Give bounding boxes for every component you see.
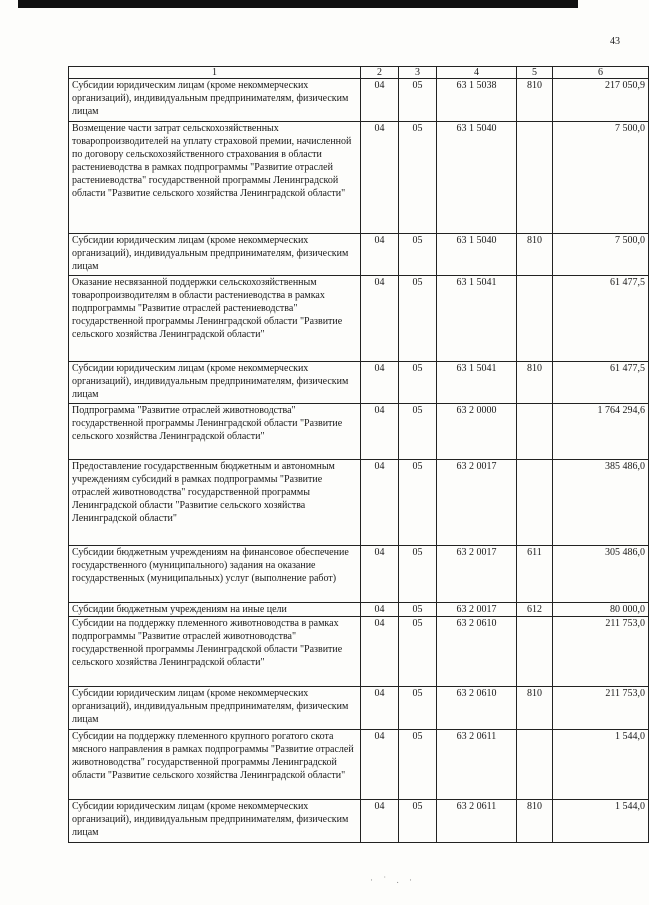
table-row [69, 687, 649, 730]
table-header-row [69, 67, 649, 79]
row-amount: 211 753,0 [553, 687, 649, 730]
row-subsection: 05 [399, 730, 437, 800]
row-amount: 1 544,0 [553, 800, 649, 843]
row-target-code: 63 2 0017 [437, 546, 517, 603]
row-amount: 61 477,5 [553, 276, 649, 362]
row-section: 04 [361, 404, 399, 460]
table-row [69, 404, 649, 460]
row-expense-type [517, 617, 553, 687]
row-subsection: 05 [399, 79, 437, 122]
row-expense-type: 810 [517, 79, 553, 122]
row-expense-type [517, 276, 553, 362]
row-name: Субсидии бюджетным учреждениям на иные цели [69, 603, 361, 617]
row-name: Подпрограмма "Развитие отраслей животноводства" государственной программы Ленинградской области "Развитие сельского хозяйства Ленинградской области" [69, 404, 361, 460]
row-name: Предоставление государственным бюджетным и автономным учреждениям субсидий в рамках подпрограммы "Развитие отраслей животноводства" государственной программы Ленинградской области "Развитие сельского хозяйства Ленинградской области" [69, 460, 361, 546]
table-row [69, 79, 649, 122]
row-subsection: 05 [399, 603, 437, 617]
row-section: 04 [361, 617, 399, 687]
row-subsection: 05 [399, 234, 437, 276]
table-row [69, 617, 649, 687]
top-border-bar [18, 0, 578, 8]
row-section: 04 [361, 79, 399, 122]
row-section: 04 [361, 603, 399, 617]
row-subsection: 05 [399, 617, 437, 687]
table-row [69, 546, 649, 603]
row-name: Субсидии юридическим лицам (кроме некоммерческих организаций), индивидуальным предпринимателям, физическим лицам [69, 800, 361, 843]
row-subsection: 05 [399, 404, 437, 460]
row-section: 04 [361, 546, 399, 603]
row-target-code: 63 2 0000 [437, 404, 517, 460]
row-subsection: 05 [399, 687, 437, 730]
row-expense-type [517, 404, 553, 460]
row-amount: 80 000,0 [553, 603, 649, 617]
row-subsection: 05 [399, 122, 437, 234]
row-amount: 1 764 294,6 [553, 404, 649, 460]
row-subsection: 05 [399, 276, 437, 362]
header-col-5: 5 [517, 67, 553, 79]
row-amount: 305 486,0 [553, 546, 649, 603]
table-row [69, 460, 649, 546]
row-expense-type [517, 730, 553, 800]
row-target-code: 63 1 5040 [437, 234, 517, 276]
row-amount: 217 050,9 [553, 79, 649, 122]
row-target-code: 63 2 0611 [437, 800, 517, 843]
row-target-code: 63 1 5041 [437, 362, 517, 404]
row-name: Субсидии на поддержку племенного животноводства в рамках подпрограммы "Развитие отраслей животноводства" государственной программы Ленинградской области "Развитие сельского хозяйства Ленинградской области" [69, 617, 361, 687]
row-target-code: 63 1 5040 [437, 122, 517, 234]
budget-table [68, 66, 649, 843]
row-subsection: 05 [399, 362, 437, 404]
row-section: 04 [361, 800, 399, 843]
row-name: Субсидии юридическим лицам (кроме некоммерческих организаций), индивидуальным предпринимателям, физическим лицам [69, 234, 361, 276]
row-section: 04 [361, 234, 399, 276]
row-expense-type: 611 [517, 546, 553, 603]
row-name: Субсидии бюджетным учреждениям на финансовое обеспечение государственного (муниципального) задания на оказание государственных (муниципальных) услуг (выполнение работ) [69, 546, 361, 603]
row-target-code: 63 2 0610 [437, 617, 517, 687]
header-col-2: 2 [361, 67, 399, 79]
row-name: Субсидии юридическим лицам (кроме некоммерческих организаций), индивидуальным предпринимателям, физическим лицам [69, 687, 361, 730]
row-expense-type: 810 [517, 362, 553, 404]
row-amount: 61 477,5 [553, 362, 649, 404]
row-target-code: 63 2 0017 [437, 603, 517, 617]
row-section: 04 [361, 362, 399, 404]
row-target-code: 63 1 5041 [437, 276, 517, 362]
table-row [69, 800, 649, 843]
header-col-3: 3 [399, 67, 437, 79]
row-subsection: 05 [399, 800, 437, 843]
row-target-code: 63 2 0610 [437, 687, 517, 730]
row-subsection: 05 [399, 460, 437, 546]
row-amount: 211 753,0 [553, 617, 649, 687]
row-amount: 1 544,0 [553, 730, 649, 800]
row-section: 04 [361, 122, 399, 234]
page-number: 43 [610, 36, 620, 47]
row-amount: 385 486,0 [553, 460, 649, 546]
row-section: 04 [361, 276, 399, 362]
header-col-1: 1 [69, 67, 361, 79]
row-amount: 7 500,0 [553, 122, 649, 234]
row-target-code: 63 2 0611 [437, 730, 517, 800]
row-name: Оказание несвязанной поддержки сельскохозяйственным товаропроизводителям в области растениеводства в рамках подпрограммы "Развитие отраслей растениеводства" государственной программы Ленинградской области "Развитие сельского хозяйства Ленинградской области" [69, 276, 361, 362]
row-name: Субсидии юридическим лицам (кроме некоммерческих организаций), индивидуальным предпринимателям, физическим лицам [69, 79, 361, 122]
scan-specks-decoration: · ˙ . · [370, 875, 416, 885]
table-row [69, 730, 649, 800]
row-section: 04 [361, 687, 399, 730]
table-row [69, 276, 649, 362]
row-section: 04 [361, 460, 399, 546]
row-name: Субсидии юридическим лицам (кроме некоммерческих организаций), индивидуальным предпринимателям, физическим лицам [69, 362, 361, 404]
header-col-4: 4 [437, 67, 517, 79]
row-name: Субсидии на поддержку племенного крупного рогатого скота мясного направления в рамках подпрограммы "Развитие отраслей животноводства" государственной программы Ленинградской области "Развитие сельского хозяйства Ленинградской области" [69, 730, 361, 800]
header-col-6: 6 [553, 67, 649, 79]
table-row [69, 234, 649, 276]
row-expense-type: 612 [517, 603, 553, 617]
row-subsection: 05 [399, 546, 437, 603]
table-row [69, 362, 649, 404]
row-expense-type: 810 [517, 800, 553, 843]
table-row [69, 122, 649, 234]
row-expense-type: 810 [517, 687, 553, 730]
row-name: Возмещение части затрат сельскохозяйственных товаропроизводителей на уплату страховой премии, начисленной по договору сельскохозяйственного страхования в области растениеводства в рамках подпрограммы "Развитие отраслей растениеводства" государственной программы Ленинградской области "Развитие сельского хозяйства Ленинградской области" [69, 122, 361, 234]
table-row [69, 603, 649, 617]
row-expense-type: 810 [517, 234, 553, 276]
row-amount: 7 500,0 [553, 234, 649, 276]
row-target-code: 63 1 5038 [437, 79, 517, 122]
row-expense-type [517, 460, 553, 546]
row-target-code: 63 2 0017 [437, 460, 517, 546]
row-expense-type [517, 122, 553, 234]
row-section: 04 [361, 730, 399, 800]
